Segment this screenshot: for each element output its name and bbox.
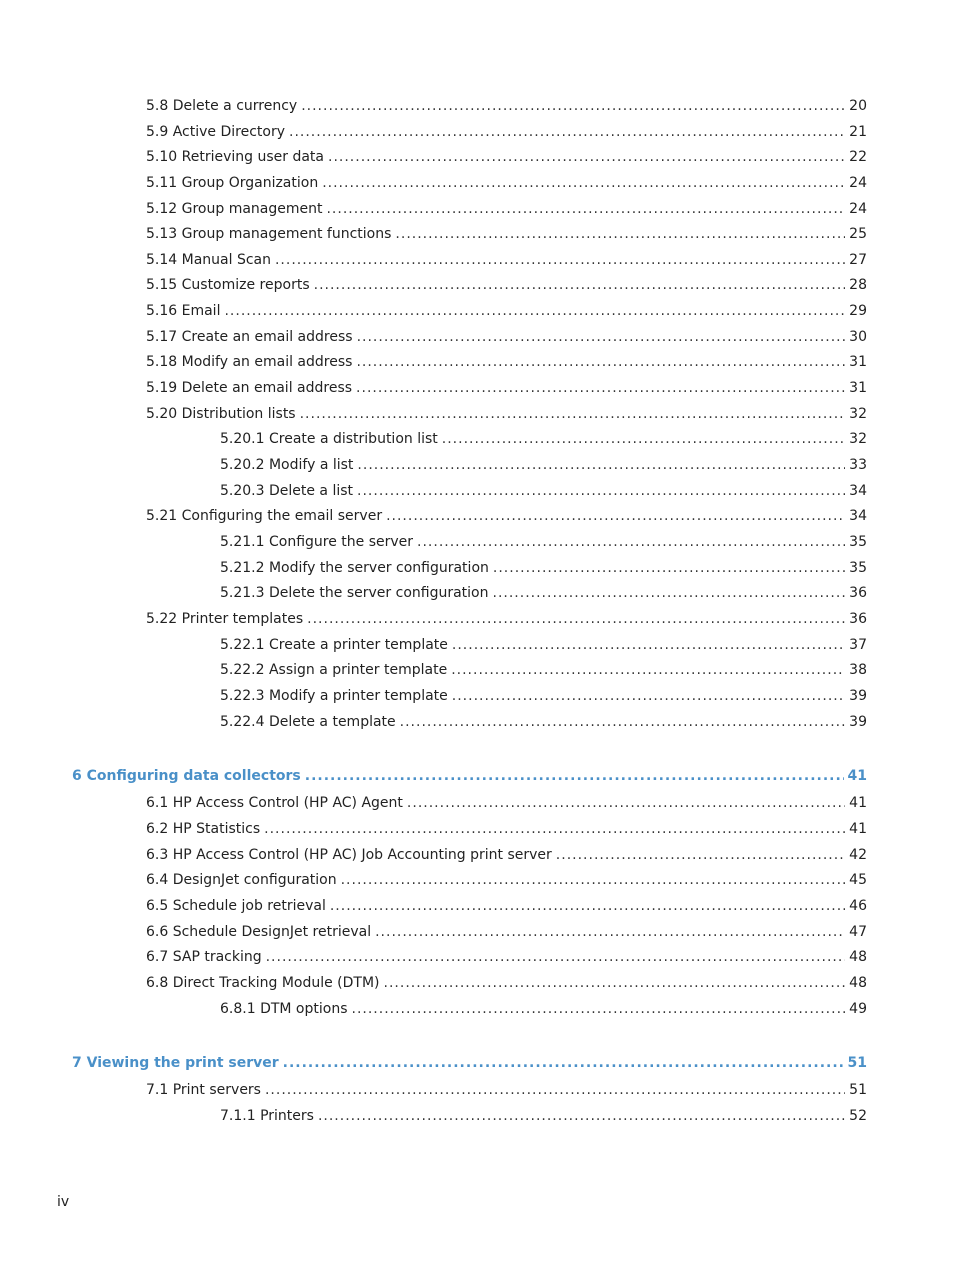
toc-entry[interactable] (146, 973, 867, 993)
toc-entry-page-number: 33 (849, 457, 867, 473)
toc-entry[interactable] (146, 327, 867, 347)
toc-entry-page-number: 42 (849, 847, 867, 863)
toc-entry-title: 5.20.3 Delete a list (220, 483, 354, 499)
toc-entry[interactable] (146, 199, 867, 219)
toc-entry-page-number: 34 (849, 508, 867, 524)
toc-entry-page-number: 46 (849, 898, 867, 914)
toc-entry[interactable] (146, 896, 867, 916)
toc-entry[interactable] (146, 609, 867, 629)
toc-entry-page-number: 31 (849, 354, 867, 370)
toc-dot-leader (264, 819, 845, 839)
toc-entry[interactable] (146, 870, 867, 890)
toc-entry-page-number: 32 (849, 406, 867, 422)
toc-entry-title: 6.3 HP Access Control (HP AC) Job Accounting print server (146, 847, 552, 863)
toc-dot-leader (357, 455, 845, 475)
toc-entry[interactable] (220, 455, 867, 475)
toc-entry-title: 5.21 Configuring the email server (146, 508, 383, 524)
toc-dot-leader (451, 660, 845, 680)
toc-entry-page-number: 35 (849, 560, 867, 576)
toc-entry[interactable] (146, 922, 867, 942)
toc-entry-page-number: 39 (849, 688, 867, 704)
toc-entry-page-number: 51 (849, 1082, 867, 1098)
toc-dot-leader (275, 250, 845, 270)
toc-entry-title: 5.14 Manual Scan (146, 252, 271, 268)
toc-chapter-entry[interactable] (72, 1053, 867, 1073)
toc-dot-leader (314, 275, 846, 295)
toc-dot-leader (407, 793, 845, 813)
toc-dot-leader (556, 845, 845, 865)
toc-entry-title: 5.20.1 Create a distribution list (220, 431, 438, 447)
toc-entry-title: 5.16 Email (146, 303, 221, 319)
toc-entry-page-number: 22 (849, 149, 867, 165)
toc-dot-leader (301, 96, 845, 116)
toc-entry[interactable] (220, 532, 867, 552)
toc-entry[interactable] (220, 712, 867, 732)
toc-entry-page-number: 47 (849, 924, 867, 940)
toc-entry-title: 5.9 Active Directory (146, 124, 285, 140)
toc-entry-page-number: 30 (849, 329, 867, 345)
toc-entry-page-number: 36 (849, 585, 867, 601)
toc-entry[interactable] (146, 224, 867, 244)
toc-entry-page-number: 34 (849, 483, 867, 499)
toc-entry-page-number: 48 (849, 975, 867, 991)
toc-dot-leader (357, 481, 845, 501)
toc-entry[interactable] (220, 1106, 867, 1126)
toc-entry-page-number: 24 (849, 175, 867, 191)
toc-dot-leader (307, 609, 845, 629)
toc-dot-leader (341, 870, 846, 890)
toc-entry[interactable] (146, 122, 867, 142)
toc-entry-page-number: 41 (849, 795, 867, 811)
toc-entry-title: 6 Configuring data collectors (72, 768, 301, 784)
toc-entry-title: 6.7 SAP tracking (146, 949, 262, 965)
toc-dot-leader (352, 999, 846, 1019)
toc-entry-title: 5.22.2 Assign a printer template (220, 662, 448, 678)
toc-entry[interactable] (146, 173, 867, 193)
toc-entry[interactable] (220, 686, 867, 706)
toc-entry-title: 6.8.1 DTM options (220, 1001, 348, 1017)
toc-entry[interactable] (146, 275, 867, 295)
toc-entry[interactable] (146, 378, 867, 398)
toc-entry[interactable] (146, 1080, 867, 1100)
toc-entry-page-number: 51 (847, 1055, 867, 1071)
toc-entry[interactable] (220, 660, 867, 680)
toc-dot-leader (224, 301, 845, 321)
toc-entry[interactable] (146, 352, 867, 372)
toc-dot-leader (318, 1106, 845, 1126)
toc-entry[interactable] (220, 558, 867, 578)
toc-dot-leader (357, 327, 846, 347)
toc-entry-page-number: 45 (849, 872, 867, 888)
toc-dot-leader (266, 947, 846, 967)
toc-dot-leader (330, 896, 845, 916)
toc-entry-title: 5.15 Customize reports (146, 277, 310, 293)
toc-entry[interactable] (146, 250, 867, 270)
toc-dot-leader (305, 766, 844, 786)
toc-entry-title: 7.1.1 Printers (220, 1108, 314, 1124)
toc-dot-leader (375, 922, 845, 942)
toc-entry-title: 5.22 Printer templates (146, 611, 304, 627)
toc-entry-title: 5.18 Modify an email address (146, 354, 353, 370)
toc-entry[interactable] (146, 793, 867, 813)
toc-dot-leader (356, 378, 845, 398)
toc-dot-leader (400, 712, 846, 732)
toc-entry-page-number: 38 (849, 662, 867, 678)
toc-dot-leader (265, 1080, 845, 1100)
toc-entry-title: 6.8 Direct Tracking Module (DTM) (146, 975, 380, 991)
toc-entry-page-number: 48 (849, 949, 867, 965)
toc-entry-title: 5.19 Delete an email address (146, 380, 353, 396)
toc-entry-page-number: 28 (849, 277, 867, 293)
toc-entry[interactable] (146, 147, 867, 167)
toc-entry-page-number: 39 (849, 714, 867, 730)
toc-entry[interactable] (220, 583, 867, 603)
toc-entry-title: 5.22.3 Modify a printer template (220, 688, 448, 704)
toc-dot-leader (493, 558, 845, 578)
toc-entry[interactable] (146, 404, 867, 424)
toc-entry-title: 5.11 Group Organization (146, 175, 319, 191)
toc-dot-leader (356, 352, 845, 372)
toc-entry-page-number: 52 (849, 1108, 867, 1124)
toc-entry-title: 5.22.4 Delete a template (220, 714, 396, 730)
toc-dot-leader (283, 1053, 844, 1073)
toc-entry[interactable] (146, 506, 867, 526)
toc-dot-leader (452, 686, 845, 706)
toc-chapter-entry[interactable] (72, 766, 867, 786)
toc-entry-page-number: 35 (849, 534, 867, 550)
toc-dot-leader (322, 173, 845, 193)
toc-entry-title: 5.10 Retrieving user data (146, 149, 324, 165)
toc-entry-title: 5.21.3 Delete the server configuration (220, 585, 489, 601)
toc-entry-title: 5.12 Group management (146, 201, 323, 217)
toc-entry-page-number: 41 (849, 821, 867, 837)
toc-entry-page-number: 49 (849, 1001, 867, 1017)
toc-dot-leader (300, 404, 846, 424)
toc-dot-leader (386, 506, 845, 526)
toc-entry-title: 7.1 Print servers (146, 1082, 261, 1098)
toc-entry-page-number: 31 (849, 380, 867, 396)
toc-entry-page-number: 32 (849, 431, 867, 447)
toc-entry-page-number: 27 (849, 252, 867, 268)
toc-entry-page-number: 24 (849, 201, 867, 217)
footer-page-number: iv (57, 1194, 70, 1210)
toc-entry-title: 6.2 HP Statistics (146, 821, 261, 837)
toc-entry-page-number: 29 (849, 303, 867, 319)
toc-entry[interactable] (146, 301, 867, 321)
toc-entry[interactable] (220, 429, 867, 449)
toc-entry-page-number: 37 (849, 637, 867, 653)
toc-dot-leader (384, 973, 846, 993)
toc-entry-title: 5.13 Group management functions (146, 226, 392, 242)
toc-entry-page-number: 21 (849, 124, 867, 140)
toc-dot-leader (326, 199, 845, 219)
toc-entry[interactable] (220, 481, 867, 501)
toc-dot-leader (442, 429, 845, 449)
toc-entry-title: 5.20.2 Modify a list (220, 457, 354, 473)
toc-entry-title: 5.21.1 Configure the server (220, 534, 414, 550)
toc-entry-page-number: 20 (849, 98, 867, 114)
toc-entry[interactable] (220, 635, 867, 655)
toc-dot-leader (452, 635, 845, 655)
toc-entry-title: 6.5 Schedule job retrieval (146, 898, 326, 914)
toc-entry-title: 5.20 Distribution lists (146, 406, 296, 422)
toc-entry[interactable] (220, 999, 867, 1019)
toc-dot-leader (328, 147, 845, 167)
toc-entry[interactable] (146, 96, 867, 116)
toc-dot-leader (493, 583, 846, 603)
toc-dot-leader (289, 122, 845, 142)
toc-dot-leader (417, 532, 845, 552)
toc-entry[interactable] (146, 819, 867, 839)
toc-entry-page-number: 36 (849, 611, 867, 627)
toc-entry[interactable] (146, 947, 867, 967)
toc-entry-title: 6.4 DesignJet configuration (146, 872, 337, 888)
toc-entry-title: 7 Viewing the print server (72, 1055, 279, 1071)
toc-entry-title: 5.17 Create an email address (146, 329, 353, 345)
toc-entry-title: 6.1 HP Access Control (HP AC) Agent (146, 795, 403, 811)
toc-entry-title: 5.22.1 Create a printer template (220, 637, 448, 653)
toc-dot-leader (395, 224, 845, 244)
toc-entry-title: 6.6 Schedule DesignJet retrieval (146, 924, 372, 940)
toc-entry[interactable] (146, 845, 867, 865)
toc-entry-title: 5.21.2 Modify the server configuration (220, 560, 489, 576)
toc-entry-title: 5.8 Delete a currency (146, 98, 298, 114)
toc-entry-page-number: 41 (847, 768, 867, 784)
toc-entry-page-number: 25 (849, 226, 867, 242)
